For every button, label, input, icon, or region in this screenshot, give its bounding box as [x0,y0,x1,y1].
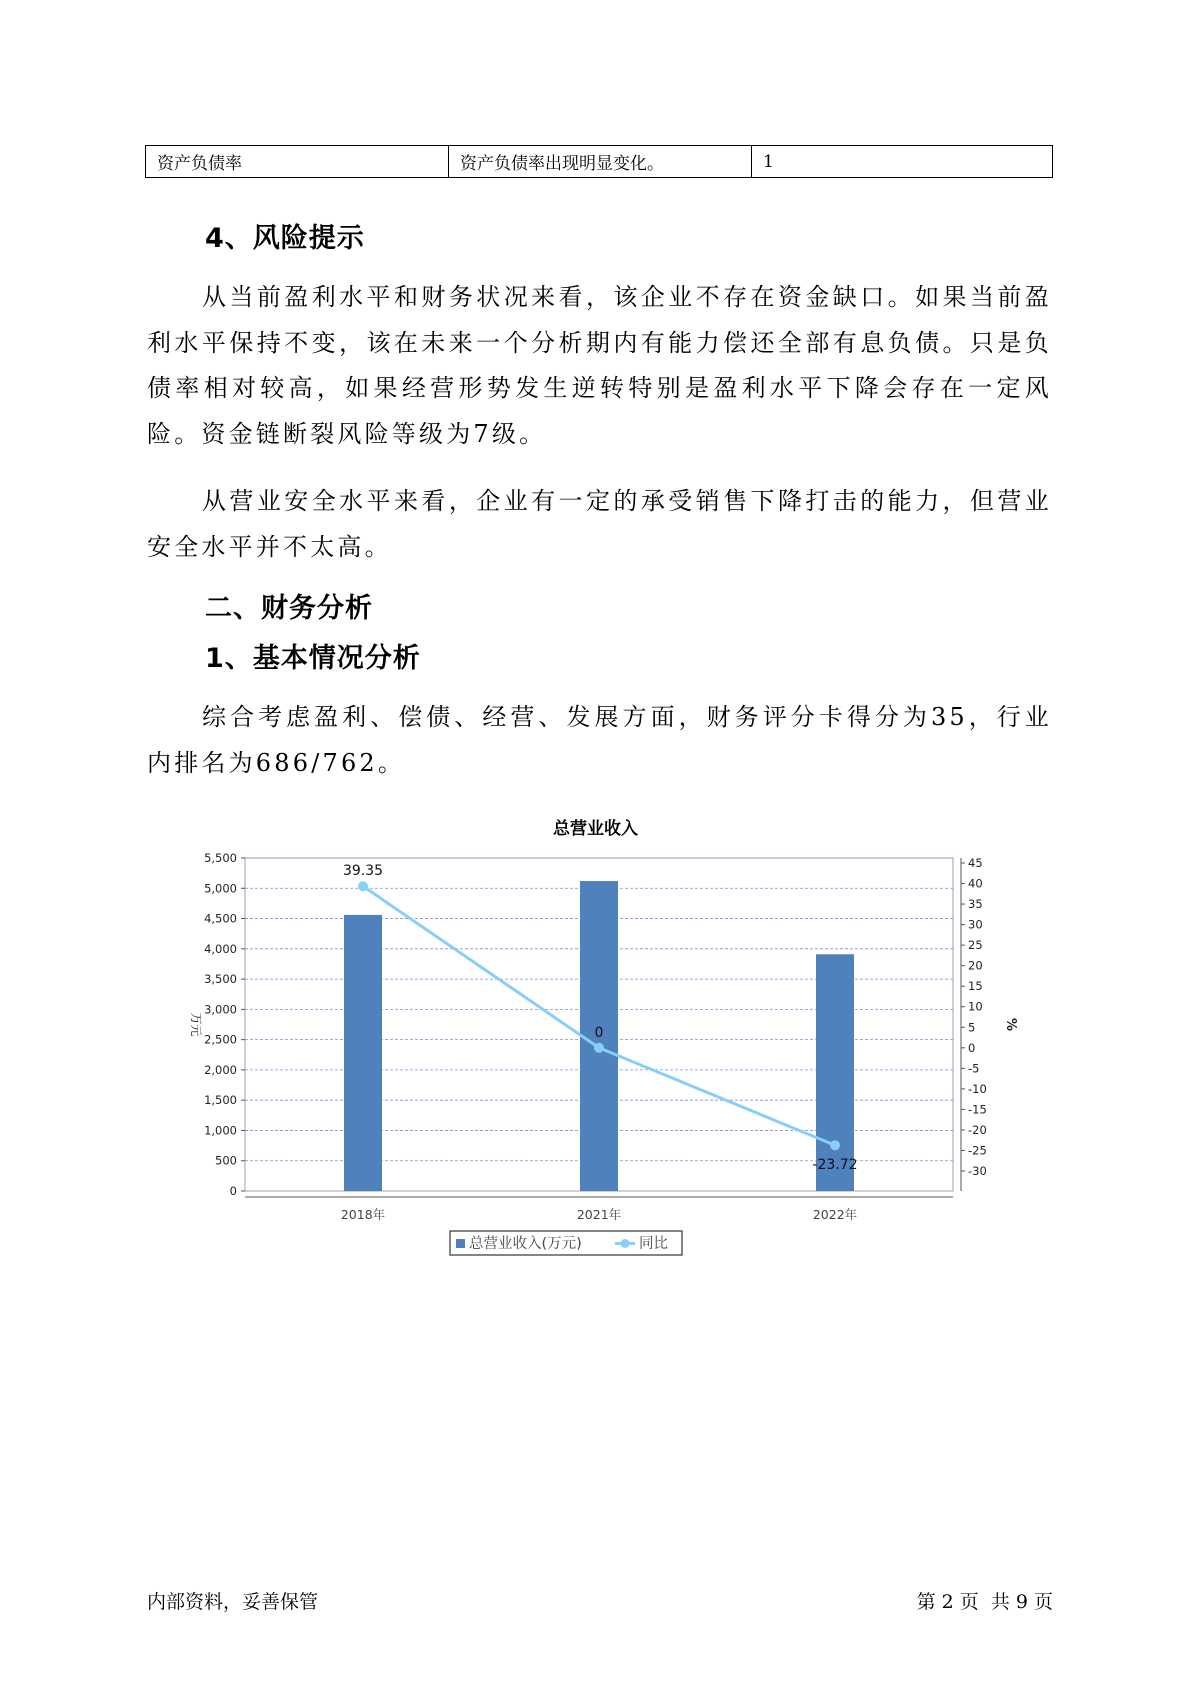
basic-analysis-paragraph: 综合考虑盈利、偿债、经营、发展方面，财务评分卡得分为35，行业内排名为686/762。 [147,703,1052,777]
y2-tick-label: 25 [968,938,983,953]
revenue-chart [175,848,1018,1268]
y-tick-label: 1,000 [204,1123,237,1138]
y2-tick-label: -30 [968,1164,987,1178]
table-cell-score: 1 [752,146,1053,178]
y2-tick-label: 0 [968,1040,976,1055]
legend-bar-label: 总营业收入(万元) [469,1236,582,1252]
y-tick-label: 5,000 [204,881,237,896]
y-axis-title: 万元 [189,1012,203,1037]
footer-page-number: 第 2 页 共 9 页 [916,1591,1053,1613]
y2-tick-label: 40 [968,876,983,891]
y-tick-label: 2,500 [204,1032,237,1047]
y-tick-label: 1,500 [204,1093,237,1108]
revenue-bar [344,915,382,1191]
y2-tick-label: -20 [968,1122,987,1137]
table-cell-condition: 资产负债率出现明显变化。 [449,146,752,178]
yoy-data-label: 0 [594,1024,604,1041]
yoy-point [594,1043,604,1053]
y2-tick-label: -10 [968,1081,987,1096]
y2-tick-label: 5 [968,1020,976,1035]
y-tick-label: 3,000 [204,1002,237,1017]
risk-paragraph-1: 从当前盈利水平和财务状况来看，该企业不存在资金缺口。如果当前盈利水平保持不变，该在未来一个分析期内有能力偿还全部有息负债。只是负债率相对较高，如果经营形势发生逆转特别是盈利水平下降会存在一定风险。资金链断裂风险等级为7级。 [147,283,1052,448]
y2-tick-label: 35 [968,897,983,912]
y2-tick-label: 15 [968,979,983,994]
y2-tick-label: 30 [968,917,983,932]
y2-tick-label: -25 [968,1143,987,1158]
y-tick-label: 3,500 [204,972,237,987]
y-tick-label: 4,000 [204,941,237,956]
chart-title: 总营业收入 [553,819,638,839]
revenue-bar [816,954,854,1191]
y-tick-label: 5,500 [204,851,237,865]
y2-tick-label: 10 [968,999,983,1014]
legend-line-marker [621,1239,630,1248]
yoy-data-label: 39.35 [342,863,384,880]
y-tick-label: 500 [215,1153,237,1168]
y2-axis-title: % [1003,1017,1018,1032]
y-tick-label: 2,000 [204,1062,237,1077]
legend-bar-swatch [456,1239,465,1248]
x-tick-label: 2022年 [812,1207,858,1222]
table-cell-indicator: 资产负债率 [146,146,449,178]
indicator-table [145,145,1053,178]
heading-risk-warning: 4、风险提示 [205,223,365,254]
heading-financial-analysis: 二、财务分析 [205,593,373,624]
risk-paragraph-2: 从营业安全水平来看，企业有一定的承受销售下降打击的能力，但营业安全水平并不太高。 [147,487,1052,561]
yoy-point [358,881,368,891]
y-tick-label: 0 [229,1184,237,1198]
x-tick-label: 2018年 [340,1207,386,1222]
y-tick-label: 4,500 [204,911,237,926]
yoy-point [830,1140,840,1150]
y2-tick-label: -15 [968,1102,987,1117]
yoy-data-label: -23.72 [812,1157,858,1174]
y2-tick-label: 45 [968,856,983,870]
heading-basic-analysis: 1、基本情况分析 [205,643,421,674]
y2-tick-label: -5 [968,1061,980,1076]
table-row [146,146,1053,178]
y2-tick-label: 20 [968,958,983,973]
legend-line-label: 同比 [639,1236,668,1252]
footer-confidential: 内部资料，妥善保管 [147,1591,319,1613]
x-tick-label: 2021年 [576,1207,622,1222]
